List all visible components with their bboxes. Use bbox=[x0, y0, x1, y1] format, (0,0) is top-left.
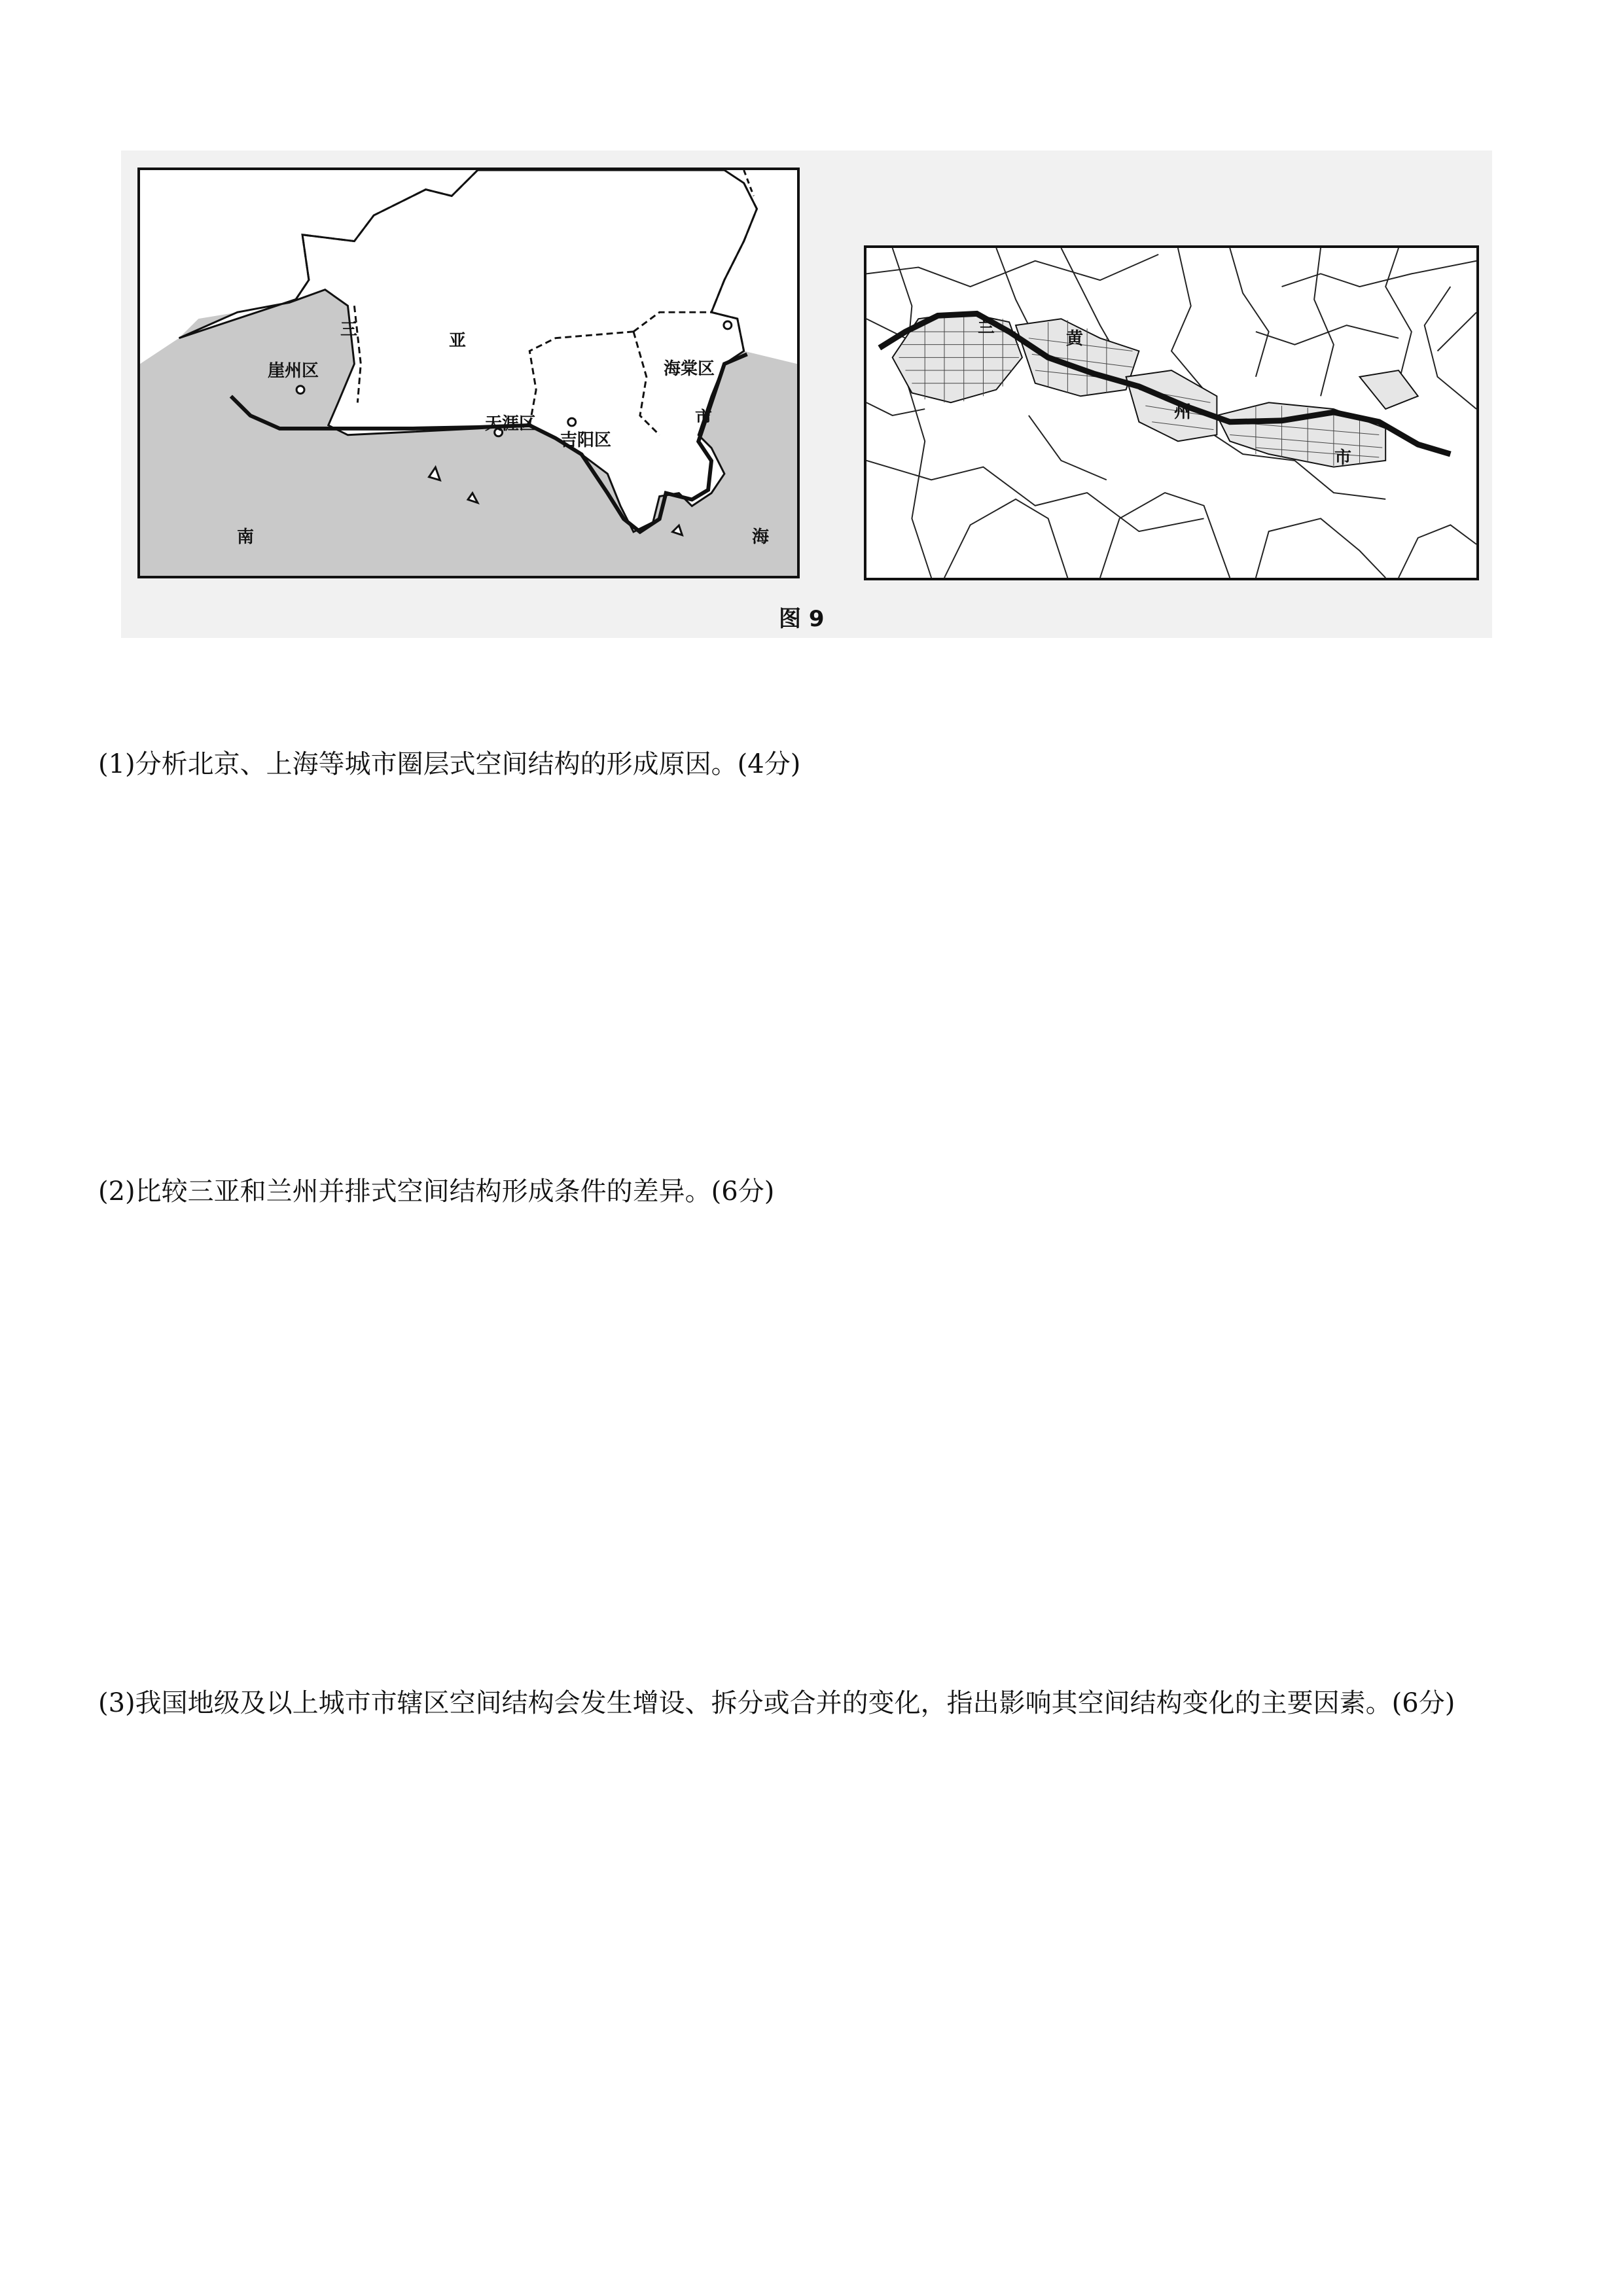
label-lz-shi: 市 bbox=[1334, 448, 1352, 468]
question-3: (3)我国地级及以上城市市辖区空间结构会发生增设、拆分或合并的变化，指出影响其空间结构变化的主要因素。(6分) bbox=[98, 1688, 1455, 1718]
yazhou-seat-dot bbox=[296, 386, 304, 394]
question-1: (1)分析北京、上海等城市圈层式空间结构的形成原因。(4分) bbox=[98, 749, 801, 779]
label-huang: 黄 bbox=[1066, 329, 1084, 349]
label-yazhou: 崖州区 bbox=[268, 361, 319, 381]
haitang-seat-dot bbox=[724, 321, 732, 329]
sanya-map bbox=[137, 168, 800, 578]
figure-9 bbox=[121, 150, 1492, 638]
label-ya: 亚 bbox=[449, 331, 467, 351]
label-shi: 市 bbox=[695, 408, 713, 428]
figure-caption: 图 9 bbox=[779, 606, 825, 632]
label-haitang: 海棠区 bbox=[664, 359, 715, 379]
jiyang-seat-dot bbox=[568, 418, 576, 426]
label-hai: 海 bbox=[752, 527, 770, 547]
label-zhou: 州 bbox=[1174, 402, 1192, 422]
label-lan: 兰 bbox=[978, 317, 995, 337]
label-jiyang: 吉阳区 bbox=[560, 431, 612, 450]
lanzhou-map-drawing bbox=[866, 248, 1476, 578]
label-tianya: 天涯区 bbox=[485, 414, 537, 434]
label-san: 三 bbox=[340, 320, 358, 340]
lanzhou-map bbox=[864, 245, 1479, 580]
label-nan: 南 bbox=[237, 527, 255, 547]
question-2: (2)比较三亚和兰州并排式空间结构形成条件的差异。(6分) bbox=[98, 1176, 775, 1207]
